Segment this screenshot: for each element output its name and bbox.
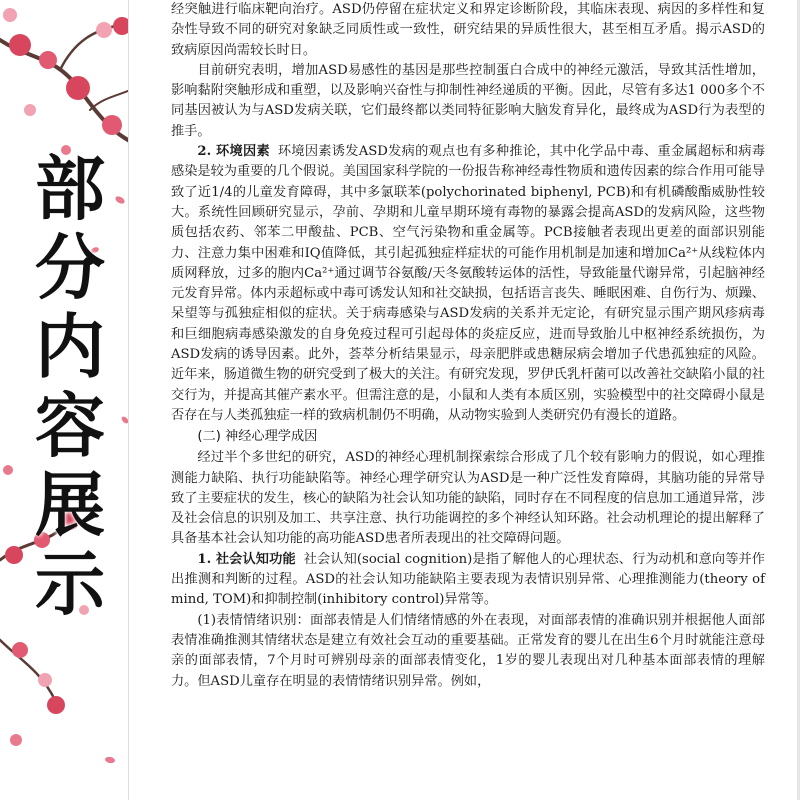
paragraph [171, 142, 765, 426]
paragraph: 经过半个多世纪的研究，ASD的神经心理机制探索综合形成了几个较有影响力的假说，如心理推测能力缺陷、执行功能缺陷等。神经心理学研究认为ASD是一种广泛性发育障碍，其脑功能的异常导致了主要症状的发生，核心的缺陷为社会认知功能的缺陷，同时存在不同程度的信息加工通道异常，涉及社会信息的识别及加工、共享注意、执行功能调控的多个神经认知环路。社会动机理论的提出解释了具备基本社会认知功能的高功能ASD患者所表现出的社交障碍问题。 [171, 450, 765, 547]
book-page [128, 0, 800, 800]
banner-char: 容 [35, 385, 105, 467]
banner-char: 部 [35, 148, 105, 230]
paragraph [171, 550, 765, 611]
section-heading: (二) 神经心理学成因 [197, 429, 318, 445]
page-body [129, 0, 800, 692]
section-banner [22, 150, 118, 624]
paragraph: (1)表情情绪识别：面部表情是人们情绪情感的外在表现，对面部表情的准确识别并根据他人面部表情准确推测其情绪状态是建立有效社会互动的重要基础。正常发育的婴儿在出生6个月时就能注意母亲的面部表情，7个月时可辨别母亲的面部表情变化，1岁的婴儿表现出对几种基本面部表情的理解力。但ASD儿童存在明显的表情情绪识别异常。例如， [171, 612, 765, 689]
banner-char: 分 [35, 227, 105, 309]
subsection-heading: 2. 环境因素 [197, 144, 270, 160]
paragraph: 经突触进行临床靶向治疗。ASD仍停留在症状定义和界定诊断阶段，其临床表现、病因的多样性和复杂性导致不同的研究对象缺乏同质性或一致性，研究结果的异质性很大，甚至相互矛盾。揭示ASD的致病原因尚需较长时日。 [171, 2, 765, 58]
paragraph-text: 环境因素诱发ASD发病的观点也有多种推论，其中化学品中毒、重金属超标和病毒感染是较为重要的几个假说。美国国家科学院的一份报告称神经毒性物质和遗传因素的综合作用可能导致了近1/4的儿童发育障碍，其中多氯联苯(polychorinated biphenyl, PCB)和有机磷酸酯威胁性较大。系统性回顾研究显示，孕前、孕期和儿童早期环境有毒物的暴露会提高ASD的发病风险，这些物质包括农药、邻苯二甲酸盐、PCB、空气污染物和重金属等。PCB接触者表现出更差的面部识别能力、注意力集中困难和IQ值降低，其引起孤独症样症状的可能作用机制是加速和增加Ca²⁺从线粒体内质网释放，过多的胞内Ca²⁺通过调节谷氨酸/天冬氨酸转运体的活性，导致能量代谢异常，引起脑神经元发育异常。体内汞超标或中毒可诱发认知和社交缺损，包括语言丧失、睡眠困难、自伤行为、烦躁、呆望等与孤独症相似的症状。关于病毒感染与ASD发病的关系并无定论，有研究显示围产期风疹病毒和巨细胞病毒感染激发的自身免疫过程可引起母体的炎症反应，进而导致胎儿中枢神经系统损伤，为ASD发病的诱导因素。此外，荟萃分析结果显示，母亲肥胖或患糖尿病会增加子代患孤独症的风险。近年来，肠道微生物的研究受到了极大的关注。有研究发现，罗伊氏乳杆菌可以改善社交缺陷小鼠的社交行为，并提高其催产素水平。但需注意的是，小鼠和人类有本质区别，实验模型中的社交障碍小鼠是否存在与人类孤独症一样的致病机制仍不明确，从动物实验到人类研究仍有漫长的道路。 [171, 144, 766, 423]
banner-char: 内 [35, 306, 105, 388]
banner-char: 展 [35, 464, 105, 546]
paragraph-text: 社会认知(social cognition)是指了解他人的心理状态、行为动机和意向等并作出推测和判断的过程。ASD的社会认知功能缺陷主要表现为表情识别异常、心理推测能力(theory of mind, TOM)和抑制控制(inhibitory control)异常等。 [171, 551, 765, 608]
subsection-heading: 1. 社会认知功能 [197, 551, 296, 567]
paragraph: 目前研究表明，增加ASD易感性的基因是那些控制蛋白合成中的神经元激活，导致其活性增加，影响黏附突触形成和重塑，以及影响兴奋性与抑制性神经递质的平衡。因此，尽管有多达1 000多个不同基因被认为与ASD发病关联，它们最终都以类同特征影响大脑发育异化，最终成为ASD行为表型的推手。 [171, 62, 765, 139]
banner-char: 示 [35, 543, 105, 625]
